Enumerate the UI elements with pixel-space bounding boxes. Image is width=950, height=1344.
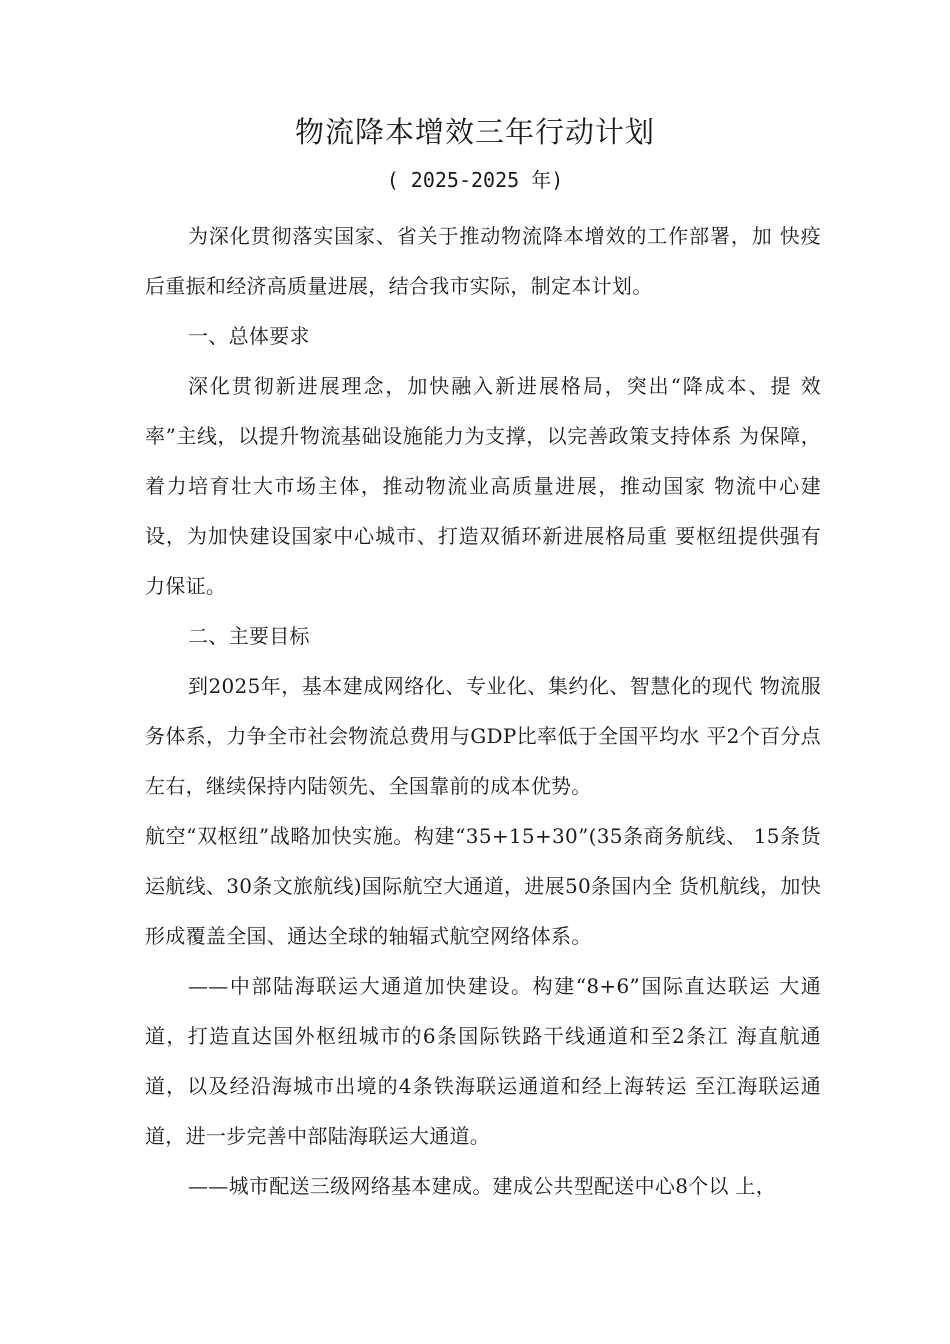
land-sea-corridor-paragraph: ——中部陆海联运大通道加快建设。构建“8+6”国际直达联运 大通道，打造直达国外枢纽城市的6条国际铁路干线通道和至2条江 海直航通道，以及经沿海城市出境的4条铁海联运通道和经上海转运 至江海联运通道，进一步完善中部陆海联运大通道。: [145, 974, 821, 1148]
general-requirements-paragraph: 深化贯彻新进展理念，加快融入新进展格局，突出“降成本、提 效率”主线，以提升物流基础设施能力为支撑，以完善政策支持体系 为保障，着力培育壮大市场主体，推动物流业高质量进展，推动国家 物流中心建设，为加快建设国家中心城市、打造双循环新进展格局重 要枢纽提供强有力保证。: [145, 374, 821, 598]
aviation-paragraph: 航空“双枢纽”战略加快实施。构建“35+15+30”(35条商务航线、 15条货运航线、30条文旅航线)国际航空大通道，进展50条国内全 货机航线，加快形成覆盖全国、通达全球的轴辐式航空网络体系。: [145, 824, 821, 948]
intro-paragraph: 为深化贯彻落实国家、省关于推动物流降本增效的工作部署，加 快疫后重振和经济高质量进展，结合我市实际，制定本计划。: [145, 224, 821, 298]
section-heading-main-goals: 二、主要目标: [188, 624, 310, 648]
main-goals-paragraph: 到2025年，基本建成网络化、专业化、集约化、智慧化的现代 物流服务体系，力争全市社会物流总费用与GDP比率低于全国平均水 平2个百分点左右，继续保持内陆领先、全国靠前的成本优势。: [145, 674, 821, 798]
city-delivery-paragraph: ——城市配送三级网络基本建成。建成公共型配送中心8个以 上，: [188, 1174, 777, 1198]
section-heading-general-requirements: 一、总体要求: [188, 324, 310, 348]
document-title: 物流降本增效三年行动计划: [294, 115, 655, 149]
document-body: [145, 211, 821, 1211]
document-subtitle: ( 2025-2025 年): [386, 168, 564, 192]
